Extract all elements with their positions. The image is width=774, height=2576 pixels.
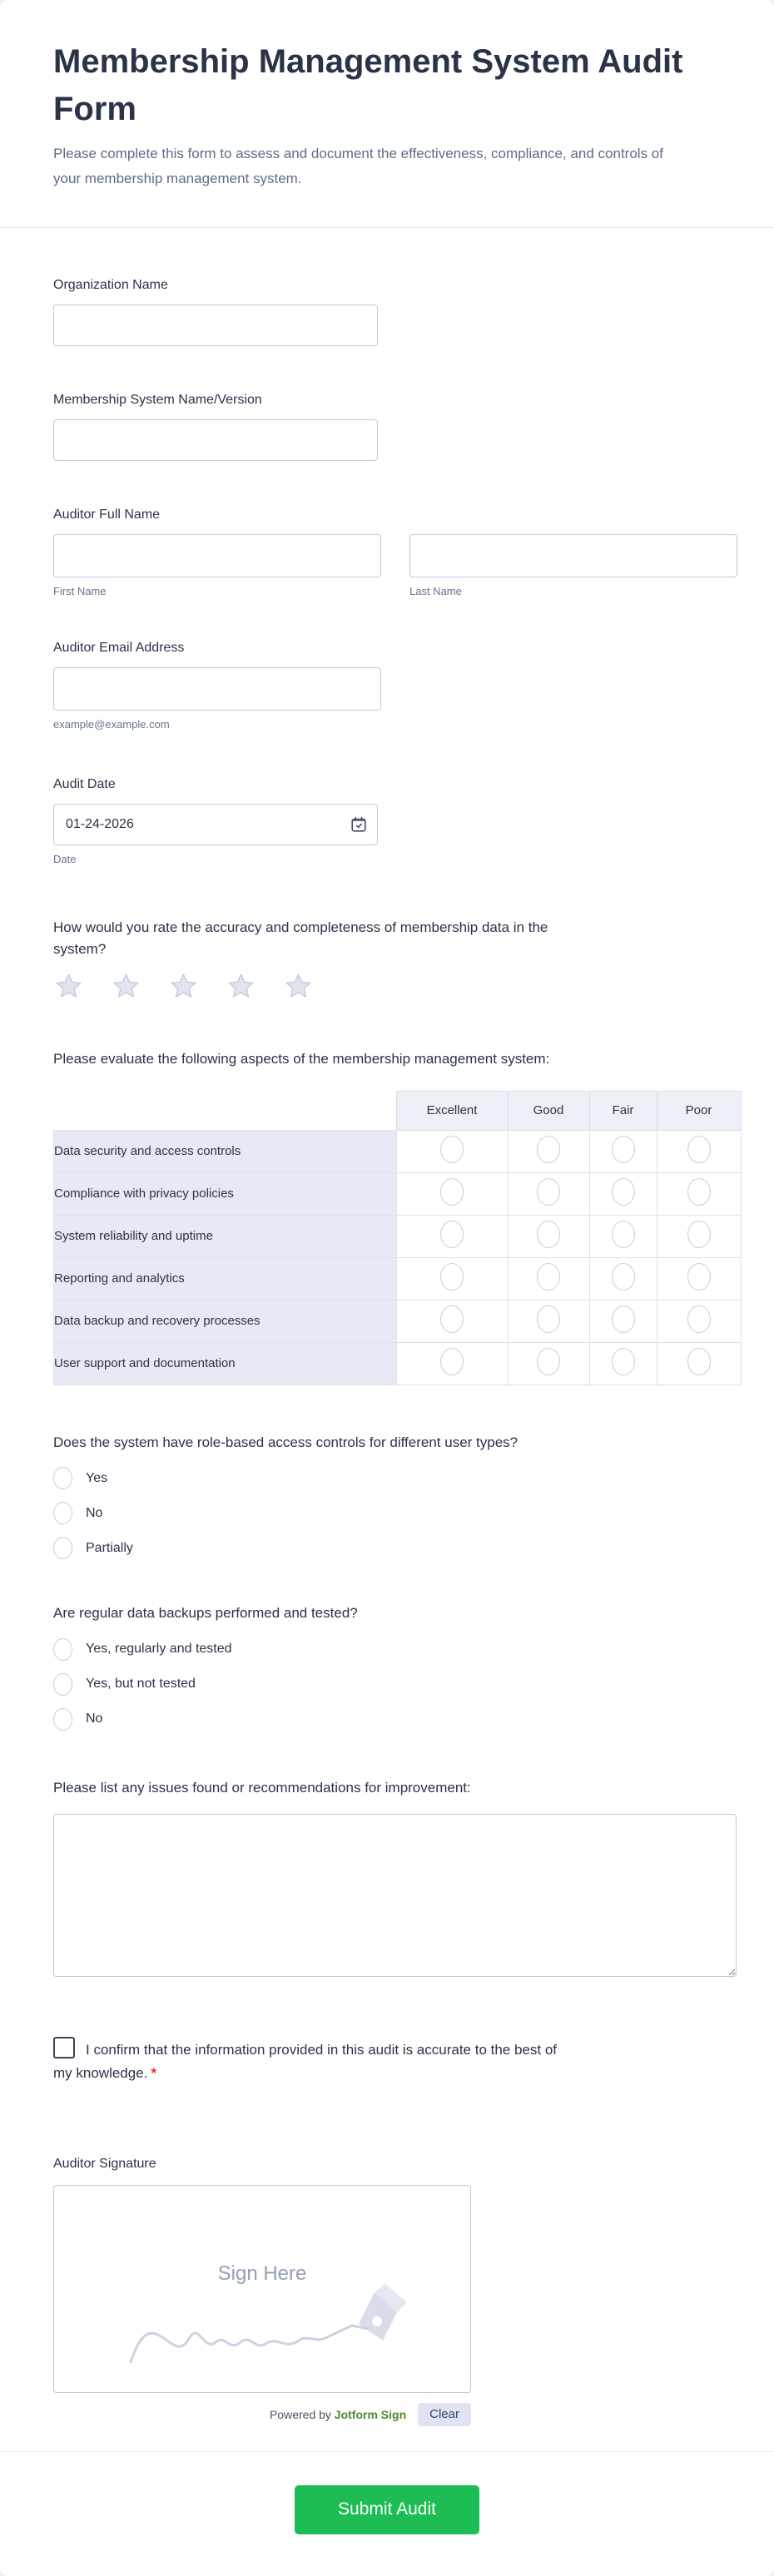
question-organization-name: [53, 278, 737, 346]
matrix-radio[interactable]: [687, 1305, 711, 1333]
signature-footer: [53, 2403, 471, 2426]
question-system-name: [53, 393, 737, 461]
question-matrix: [53, 1048, 737, 1385]
matrix-col-poor: Poor: [657, 1091, 741, 1130]
issues-question: Please list any issues found or recommendations for improvement:: [53, 1779, 471, 1796]
star-icon[interactable]: [168, 972, 199, 1002]
form-body: [0, 278, 774, 2426]
matrix-radio[interactable]: [440, 1305, 464, 1333]
matrix-radio[interactable]: [612, 1305, 635, 1333]
matrix-col-good: Good: [508, 1091, 589, 1130]
radio-button[interactable]: [53, 1673, 72, 1696]
submit-button[interactable]: Submit Audit: [295, 2485, 479, 2534]
matrix-row-label: System reliability and uptime: [54, 1215, 397, 1257]
jotform-sign-brand: Jotform Sign: [334, 2407, 407, 2421]
star-icon[interactable]: [226, 972, 256, 1002]
matrix-row: [54, 1130, 742, 1172]
form-header: [0, 0, 774, 228]
matrix-table: [53, 1091, 742, 1385]
matrix-radio[interactable]: [440, 1221, 464, 1248]
radio-option-label: Yes, regularly and tested: [86, 1642, 232, 1656]
matrix-col-excellent: Excellent: [396, 1091, 508, 1130]
matrix-blank-cell: [54, 1091, 397, 1130]
system-name-input[interactable]: [53, 419, 378, 461]
matrix-row: [54, 1342, 742, 1385]
matrix-radio[interactable]: [687, 1348, 711, 1375]
auditor-name-label: Auditor Full Name: [53, 507, 161, 522]
radio-option-label: Yes, but not tested: [86, 1677, 196, 1691]
matrix-radio[interactable]: [612, 1348, 635, 1375]
matrix-row: [54, 1172, 742, 1215]
matrix-radio[interactable]: [440, 1178, 464, 1206]
date-input-wrap: [53, 804, 378, 845]
first-name-sublabel: First Name: [53, 584, 107, 597]
matrix-radio[interactable]: [440, 1263, 464, 1290]
radio-option: [53, 1708, 737, 1731]
calendar-icon[interactable]: [350, 815, 368, 834]
matrix-radio[interactable]: [537, 1136, 560, 1163]
star-rating-row: [53, 972, 737, 1002]
confirm-label: I confirm that the information provided in this audit is accurate to the best of my knowledge.: [53, 2041, 558, 2081]
question-rbac: [53, 1432, 737, 1559]
radio-button[interactable]: [53, 1502, 72, 1524]
star-icon[interactable]: [53, 972, 84, 1002]
organization-name-label: Organization Name: [53, 277, 168, 292]
question-issues: [53, 1777, 737, 1977]
last-name-col: [409, 534, 737, 597]
confirm-checkbox[interactable]: [53, 2037, 75, 2058]
first-name-input[interactable]: [53, 534, 381, 577]
star-icon[interactable]: [283, 972, 314, 1002]
required-asterisk: *: [151, 2064, 157, 2081]
signature-label: Auditor Signature: [53, 2156, 156, 2171]
matrix-radio[interactable]: [537, 1263, 560, 1290]
powered-by-text: Powered by Jotform Sign: [269, 2407, 407, 2421]
matrix-col-fair: Fair: [589, 1091, 657, 1130]
radio-option: [53, 1638, 737, 1661]
form-subtitle: Please complete this form to assess and document the effectiveness, compliance, and controls of your membership management system.: [53, 145, 663, 187]
matrix-row: [54, 1257, 742, 1300]
signature-scribble-and-pen-icon: [54, 2186, 470, 2394]
question-signature: [53, 2157, 737, 2426]
matrix-radio[interactable]: [687, 1136, 711, 1163]
backups-question: Are regular data backups performed and tested?: [53, 1605, 358, 1622]
organization-name-input[interactable]: [53, 305, 378, 346]
matrix-row-label: Compliance with privacy policies: [54, 1172, 397, 1215]
issues-textarea[interactable]: [53, 1814, 737, 1977]
auditor-email-input[interactable]: [53, 667, 381, 711]
form-title: Membership Management System Audit Form: [53, 43, 683, 127]
radio-button[interactable]: [53, 1708, 72, 1731]
matrix-radio[interactable]: [537, 1178, 560, 1206]
question-auditor-name: [53, 508, 737, 597]
first-name-col: [53, 534, 381, 597]
radio-option-label: Partially: [86, 1540, 133, 1555]
submit-section: [0, 2451, 774, 2576]
question-audit-date: [53, 777, 737, 865]
radio-button[interactable]: [53, 1638, 72, 1661]
radio-option-label: No: [86, 1505, 103, 1520]
audit-date-sublabel: Date: [53, 852, 77, 865]
matrix-radio[interactable]: [687, 1178, 711, 1206]
sign-here-placeholder: Sign Here: [217, 2261, 307, 2285]
star-icon[interactable]: [111, 972, 141, 1002]
audit-date-label: Audit Date: [53, 776, 116, 791]
auditor-email-sublabel: example@example.com: [53, 717, 170, 731]
matrix-radio[interactable]: [537, 1305, 560, 1333]
matrix-radio[interactable]: [687, 1263, 711, 1290]
matrix-row-label: Reporting and analytics: [54, 1257, 397, 1300]
backups-options: [53, 1638, 737, 1731]
matrix-radio[interactable]: [612, 1136, 635, 1163]
matrix-row-label: Data backup and recovery processes: [54, 1300, 397, 1342]
last-name-sublabel: Last Name: [409, 584, 462, 597]
matrix-radio[interactable]: [537, 1348, 560, 1375]
name-row: [53, 534, 737, 597]
question-star-rating: [53, 917, 737, 1003]
radio-button[interactable]: [53, 1467, 72, 1489]
pen-nib-icon: [352, 2284, 407, 2341]
matrix-row: [54, 1215, 742, 1257]
question-confirm: [53, 2037, 569, 2085]
question-auditor-email: [53, 641, 737, 731]
radio-option-label: No: [86, 1712, 103, 1726]
matrix-radio[interactable]: [687, 1221, 711, 1248]
system-name-label: Membership System Name/Version: [53, 392, 262, 407]
matrix-radio[interactable]: [440, 1348, 464, 1375]
radio-option: [53, 1673, 737, 1696]
radio-option-label: Yes: [86, 1470, 108, 1485]
matrix-radio[interactable]: [612, 1263, 635, 1290]
radio-option: [53, 1467, 737, 1489]
radio-button[interactable]: [53, 1537, 72, 1559]
signature-pad[interactable]: [53, 2185, 471, 2393]
matrix-radio[interactable]: [440, 1136, 464, 1163]
matrix-radio[interactable]: [537, 1221, 560, 1248]
radio-option: [53, 1537, 737, 1559]
matrix-question: Please evaluate the following aspects of the membership management system:: [53, 1051, 550, 1068]
rbac-options: [53, 1467, 737, 1559]
last-name-input[interactable]: [409, 534, 737, 577]
star-rating-question: How would you rate the accuracy and completeness of membership data in the system?: [53, 919, 548, 958]
question-backups: [53, 1603, 737, 1730]
matrix-radio[interactable]: [612, 1221, 635, 1248]
radio-option: [53, 1502, 737, 1524]
clear-signature-button[interactable]: Clear: [418, 2403, 471, 2426]
rbac-question: Does the system have role-based access controls for different user types?: [53, 1434, 518, 1450]
auditor-email-label: Auditor Email Address: [53, 640, 185, 655]
matrix-row-label: User support and documentation: [54, 1342, 397, 1385]
matrix-radio[interactable]: [612, 1178, 635, 1206]
audit-date-input[interactable]: [53, 804, 378, 845]
matrix-row-label: Data security and access controls: [54, 1130, 397, 1172]
matrix-row: [54, 1300, 742, 1342]
